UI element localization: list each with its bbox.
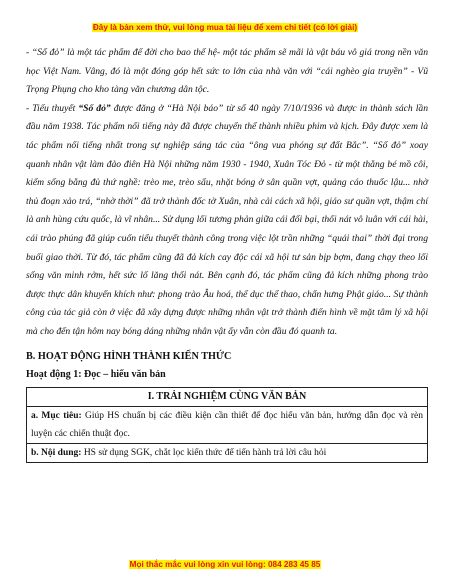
table-header-row — [27, 387, 428, 406]
novel-title: “Số đỏ” — [78, 102, 111, 114]
novel-paragraph-body: được đăng ở “Hà Nội báo” từ số 40 ngày 7/10/1936 và được in thành sách lần đầu năm 1938. Tác phẩm nổi tiếng này đã được chuyển thể thành nhiều phim và kịch. Đây được xem là tác phẩm nổi tiếng nhất trong sự nghiệp sáng tác của “ông vua phóng sự đất Bắc”. “Số đỏ” xoay quanh nhân vật làm đảo điên Hà Nội những năm 1930 - 1940, Xuân Tóc Đỏ - từ một thằng bé mồ côi, kiếm sống bằng đủ thứ nghề: trèo me, trèo sấu, nhặt bóng ở sân quần vợt, quảng cáo thuốc lậu... nhờ thủ đoạn xảo trá, “nhờ thời” đã trở thành đốc tờ Xuân, nhà cải cách xã hội, giáo sư quần vợt, thậm chí là anh hùng cứu quốc, là vĩ nhân... Sử dụng lối tương phản giữa cái đối bại, thối nát vô luân với cái hài, cái trào phúng đã giúp cuốn tiểu thuyết thành công trong việc lột trần những “quái thai” thời đại trong buổi giao thời. Từ đó, tác phẩm cũng đã đả kích cay độc cái xã hội tư sản bịp bợm, đang chạy theo lối sống văn minh rởm, hết sức lố lăng thối nát. Bên cạnh đó, tác phẩm cũng đả kích những phong trào được thực dân khuyến khích như: phong trào Âu hoá, thể dục thể thao, chấn hưng Phật giáo... Sự thành công của tác giả còn ở việc đã xây dựng được những nhân vật trở thành điển hình về mặt tâm lý xã hội mà cho đến tận hôm nay bóng dáng những nhân vật ấy vẫn còn đầu đó quanh ta. — [26, 102, 429, 337]
table-row — [27, 443, 428, 462]
table-header: I. TRẢI NGHIỆM CÙNG VĂN BẢN — [27, 387, 428, 406]
activity-heading: Hoạt động 1: Đọc – hiểu văn bản — [26, 368, 166, 380]
table-cell — [27, 443, 428, 462]
table-row — [27, 406, 428, 443]
contact-text: Mọi thắc mắc vui lòng xin vui lòng: 084 283 45 85 — [129, 560, 321, 569]
row-text: Giúp HS chuẩn bị các điều kiện cần thiết để đọc hiểu văn bản, hướng dẫn đọc và rèn luyện các chiến thuật đọc. — [31, 410, 423, 439]
activity-table — [26, 387, 428, 463]
preview-notice-text: Đây là bản xem thử, vui lòng mua tài liệu để xem chi tiết (có lời giải) — [92, 23, 358, 32]
row-label: a. Mục tiêu: — [31, 410, 82, 421]
document-body — [26, 44, 428, 463]
section-heading: B. HOẠT ĐỘNG HÌNH THÀNH KIẾN THỨC — [26, 350, 232, 362]
row-text: HS sử dụng SGK, chắt lọc kiến thức để tiến hành trả lời câu hỏi — [81, 447, 327, 458]
novel-paragraph-lead: - Tiểu thuyết — [26, 102, 79, 114]
novel-paragraph — [26, 100, 428, 342]
contact-banner — [0, 560, 450, 569]
intro-paragraph: - “Số đỏ” là một tác phẩm để đời cho bao thế hệ- một tác phẩm sẽ mãi là vật báu vô giá trong nền văn học Việt Nam. Vâng, đó là một đóng góp hết sức to lớn của nhà văn với “cái nghèo gia truyền” - Vũ Trọng Phụng cho kho tàng văn chương dân tộc. — [26, 47, 428, 96]
row-label: b. Nội dung: — [31, 447, 82, 458]
table-cell — [27, 406, 428, 443]
preview-notice-banner — [0, 23, 450, 32]
